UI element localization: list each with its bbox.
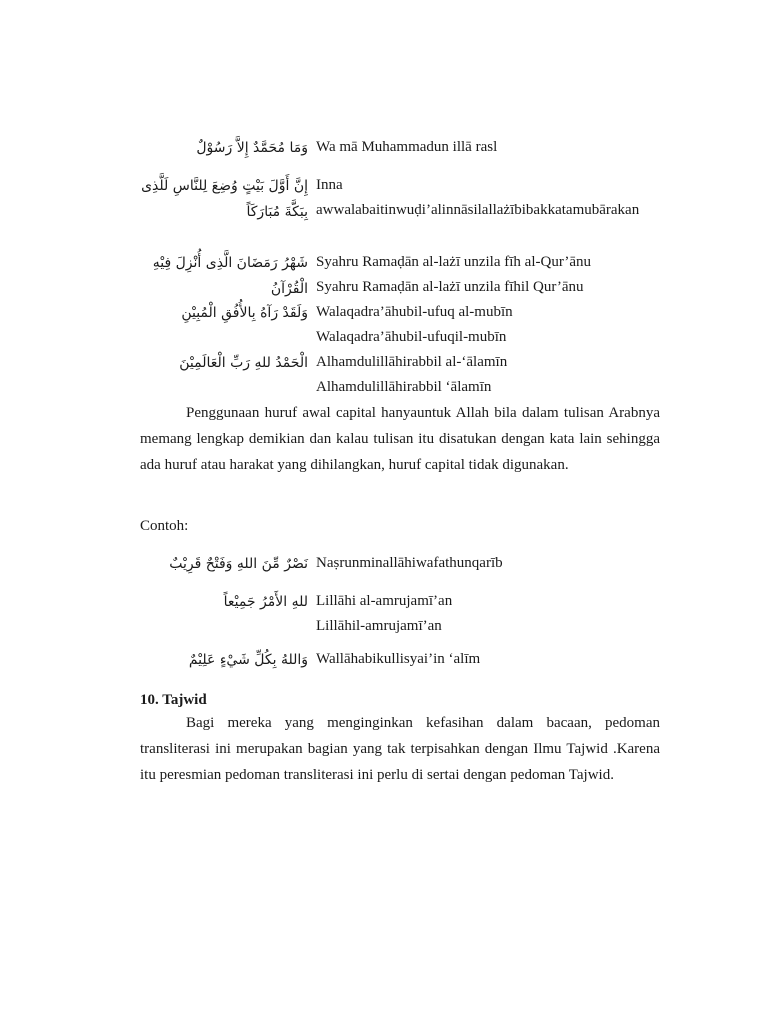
arabic-text: الْحَمْدُ للهِ رَبِّ الْعَالَمِيْنَ	[179, 355, 308, 371]
paragraph-tajwid: Bagi mereka yang menginginkan kefasihan dalam bacaan, pedoman transliterasi ini merupakan bagian yang tak terpisahkan dengan Ilmu Tajwid .Karena itu peresmian pedoman transliterasi ini perlu di sertai dengan pedoman Tajwid.	[140, 715, 660, 783]
latin-line: Walaqadra’āhubil-ufuq al-mubīn	[316, 304, 513, 320]
latin-line: Syahru Ramaḍān al-lażī unzila fīhil Qur’ānu	[316, 279, 584, 295]
latin-text	[316, 647, 670, 672]
latin-text	[316, 250, 670, 300]
latin-line: Alhamdulillāhirabbil al-‘ālamīn	[316, 354, 508, 370]
latin-text	[316, 589, 670, 639]
example-row	[140, 647, 670, 673]
translit-row	[140, 173, 670, 225]
latin-text	[316, 300, 670, 350]
latin-line: Walaqadra’āhubil-ufuqil-mubīn	[316, 329, 507, 345]
latin-text	[316, 551, 670, 576]
latin-line: Wallāhabikullisyai’in ‘alīm	[316, 651, 481, 667]
example-row	[140, 551, 670, 577]
latin-line: Syahru Ramaḍān al-lażī unzila fīh al-Qur’ānu	[316, 254, 592, 270]
arabic-text: وَاللهُ بِكُلِّ شَيْءٍ عَلِيْمٌ	[188, 652, 308, 668]
latin-text	[316, 135, 670, 160]
latin-line: Wa mā Muhammadun illā rasl	[316, 139, 498, 155]
latin-line: Naṣrunminallāhiwafathunqarīb	[316, 555, 503, 571]
example-label: Contoh:	[140, 518, 189, 534]
translit-row	[140, 250, 670, 302]
arabic-text: شَهْرُ رَمَضَانَ الَّذِى أُنْزِلَ فِيْهِ الْقُرْآنُ	[152, 255, 308, 297]
section-heading: 10. Tajwid	[140, 692, 207, 708]
latin-line: Lillāhil-amrujamī’an	[316, 618, 442, 634]
translit-row	[140, 300, 670, 350]
example-row	[140, 589, 670, 639]
translit-row	[140, 350, 670, 400]
latin-line: Alhamdulillāhirabbil ‘ālamīn	[316, 379, 492, 395]
arabic-text: وَلَقَدْ رَآهُ بِالأُفُقِ الْمُبِيْنِ	[181, 305, 308, 321]
latin-line: Lillāhi al-amrujamī’an	[316, 593, 453, 609]
translit-row	[140, 135, 670, 161]
arabic-text: نَصْرٌ مِّنَ اللهِ وَفَتْحٌ قَرِيْبٌ	[169, 556, 308, 572]
arabic-text: إِنَّ أَوَّلَ بَيْتٍ وُضِعَ لِلنَّاسِ لَلَّذِى بِبَكَّةَ مُبَارَكَاً	[141, 178, 308, 220]
arabic-text: وَمَا مُحَمَّدٌ إِلاَّ رَسُوْلٌ	[196, 140, 308, 156]
latin-text	[316, 173, 670, 223]
latin-line: awwalabaitinwuḍi’alinnāsilallażībibakkatamubārakan	[316, 202, 640, 218]
arabic-text: للهِ الأَمْرُ جَمِيْعاً	[223, 594, 308, 610]
latin-text	[316, 350, 670, 400]
paragraph-capital-letters: Penggunaan huruf awal capital hanyauntuk Allah bila dalam tulisan Arabnya memang lengkap demikian dan kalau tulisan itu disatukan dengan kata lain sehingga ada huruf atau harakat yang dihilangkan, huruf capital tidak digunakan.	[140, 405, 660, 473]
latin-line: Inna	[316, 177, 343, 193]
